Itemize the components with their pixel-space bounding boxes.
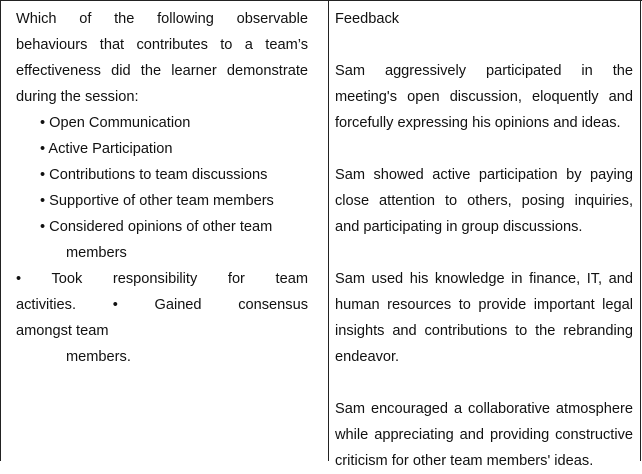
feedback-line: criticism for other team members' ideas. — [335, 453, 594, 469]
feedback-line: Sam encouraged a collaborative atmosphere — [335, 401, 633, 417]
feedback-line: insights and contributions to the rebranding — [335, 323, 633, 339]
table-right-border — [640, 0, 641, 461]
feedback-line: and participating in group discussions. — [335, 219, 583, 235]
feedback-line: Sam aggressively participated in the — [335, 63, 633, 79]
question-line: during the session: — [16, 89, 139, 105]
question-line: Which of the following observable — [16, 11, 308, 27]
feedback-header: Feedback — [335, 11, 400, 27]
feedback-line: human resources to provide important legal — [335, 297, 633, 313]
behaviour-item: • Supportive of other team members — [40, 193, 274, 209]
feedback-cell — [329, 0, 640, 474]
feedback-line: close attention to others, posing inquiries, — [335, 193, 633, 209]
behaviour-item: • Active Participation — [40, 141, 173, 157]
paragraph-gap — [335, 240, 633, 266]
behaviours-cell — [1, 0, 328, 370]
feedback-line: Sam used his knowledge in finance, IT, and — [335, 271, 633, 287]
paragraph-gap — [335, 32, 633, 58]
paragraph-gap — [335, 370, 633, 396]
behaviour-item: amongst team — [16, 323, 109, 339]
feedback-line: Sam showed active participation by paying — [335, 167, 633, 183]
behaviour-item: • Open Communication — [40, 115, 191, 131]
behaviour-item-continuation: members. — [66, 349, 131, 365]
paragraph-gap — [335, 136, 633, 162]
behaviour-item: activities. • Gained consensus — [16, 297, 308, 313]
behaviour-item: • Took responsibility for team — [16, 271, 308, 287]
question-line: behaviours that contributes to a team’s — [16, 37, 308, 53]
feedback-line: endeavor. — [335, 349, 400, 365]
feedback-line: while appreciating and providing constructive — [335, 427, 633, 443]
question-line: effectiveness did the learner demonstrate — [16, 63, 308, 79]
behaviour-item: • Considered opinions of other team — [40, 219, 273, 235]
feedback-line: forcefully expressing his opinions and ideas. — [335, 115, 621, 131]
behaviour-item: • Contributions to team discussions — [40, 167, 268, 183]
behaviour-item-continuation: members — [66, 245, 127, 261]
feedback-line: meeting's open discussion, eloquently and — [335, 89, 633, 105]
